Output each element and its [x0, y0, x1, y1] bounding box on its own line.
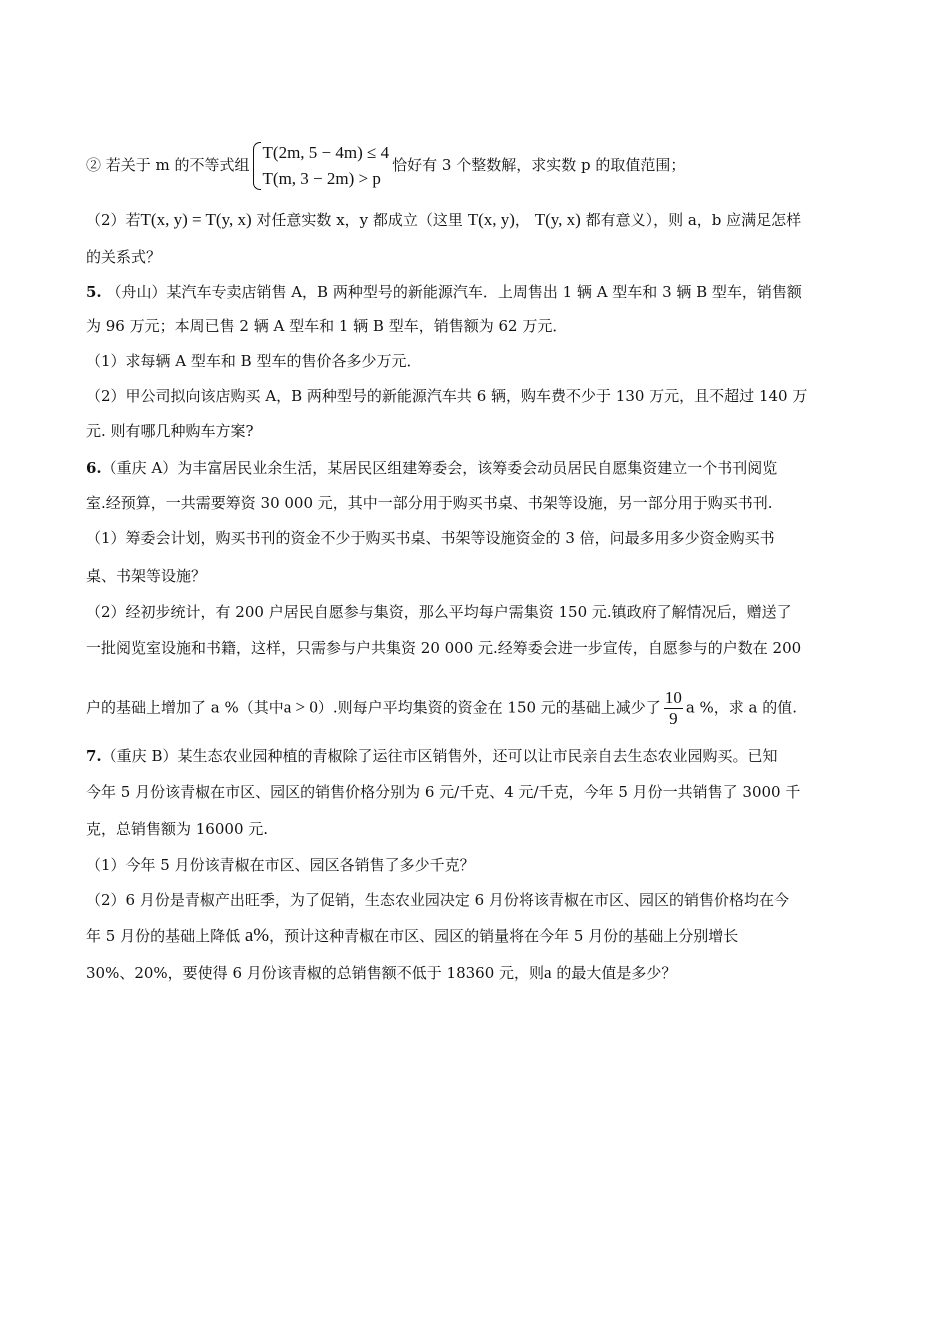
line-16 — [86, 745, 777, 767]
line-12 — [86, 565, 206, 587]
inequality-system — [253, 140, 390, 192]
text: ，预计这种青椒在市区、园区的销量将在今年 5 月份的基础上分别增长 — [269, 927, 739, 945]
line-14 — [86, 637, 801, 659]
text: 都有意义），则 a，b 应满足怎样 — [585, 211, 802, 229]
system-row-2: T(m, 3 − 2m) > p — [262, 169, 381, 188]
text: （2）甲公司拟向该店购买 A，B 两种型号的新能源汽车共 6 辆，购车费不少于 130 万元，且不超过 140 万 — [86, 387, 808, 405]
text: （1）今年 5 月份该青椒在市区、园区各销售了多少千克？ — [86, 856, 475, 874]
brace-icon — [253, 142, 261, 190]
question-number: 5. — [86, 283, 102, 301]
question-number: 7. — [86, 747, 102, 765]
text: a %，求 a 的值. — [685, 698, 798, 717]
line-18 — [86, 818, 268, 840]
line-inequality-system — [86, 140, 685, 192]
line-17 — [86, 781, 800, 803]
line-9 — [86, 457, 777, 479]
question-number: 6. — [86, 459, 102, 477]
line-7 — [86, 385, 807, 407]
math-expr: T(x, y) — [467, 210, 515, 229]
line-10 — [86, 492, 773, 514]
math-expr: T(x, y) = T(y, x) — [140, 210, 252, 229]
text: ， — [514, 211, 530, 229]
fraction — [664, 688, 683, 729]
text: 的最大值是多少？ — [556, 964, 677, 982]
text: 30%、20%，要使得 6 月份该青椒的总销售额不低于 18360 元，则 — [86, 964, 545, 982]
line-15 — [86, 688, 797, 729]
text: （2）6 月份是青椒产出旺季，为了促销，生态农业园决定 6 月份将该青椒在市区、园区的销售价格均在今 — [86, 891, 789, 909]
math-expr: a > 0 — [283, 697, 318, 717]
text: 年 5 月份的基础上降低 — [86, 927, 241, 945]
text: 一批阅览室设施和书籍，这样，只需参与户共集资 20 000 元.经筹委会进一步宣传，自愿参与的户数在 200 — [86, 639, 802, 657]
text: 室.经预算，一共需要筹资 30 000 元，其中一部分用于购买书桌、书架等设施，另一部分用于购买书刊. — [86, 494, 773, 512]
line-22 — [86, 962, 676, 984]
text: 户的基础上增加了 a %（其中 — [86, 698, 284, 717]
math-expr: a% — [244, 925, 270, 946]
text: 今年 5 月份该青椒在市区、园区的销售价格分别为 6 元/千克、4 元/千克，今年 5 月份一共销售了 3000 千 — [86, 783, 801, 801]
line-21 — [86, 925, 738, 947]
line-3 — [86, 246, 161, 268]
text: ）.则每户平均集资的资金在 150 元的基础上减少了 — [317, 698, 661, 717]
line-5 — [86, 315, 567, 337]
math-expr: a — [544, 963, 552, 982]
line-13 — [86, 601, 792, 623]
text: 桌、书架等设施？ — [86, 567, 207, 585]
text: （重庆 A）为丰富居民业余生活，某居民区组建筹委会，该筹委会动员居民自愿集资建立一个书刊阅览 — [101, 459, 778, 477]
text: （1）求每辆 A 型车和 B 型车的售价各多少万元． — [86, 352, 422, 370]
text: 为 96 万元；本周已售 2 辆 A 型车和 1 辆 B 型车，销售额为 62 万元． — [86, 317, 568, 335]
text: （2）若 — [86, 211, 141, 229]
line-4 — [86, 281, 802, 303]
text: 克，总销售额为 16000 元. — [86, 820, 269, 838]
text: 对任意实数 x，y 都成立（这里 — [256, 211, 463, 229]
text: 元. 则有哪几种购车方案? — [86, 422, 254, 440]
text: （1）筹委会计划，购买书刊的资金不少于购买书桌、书架等设施资金的 3 倍，问最多用多少资金购买书 — [86, 529, 775, 547]
math-expr: T(y, x) — [534, 210, 581, 229]
fraction-denominator: 9 — [669, 709, 678, 728]
text: 恰好有 3 个整数解，求实数 p 的取值范围； — [392, 156, 686, 174]
text: （2）经初步统计，有 200 户居民自愿参与集资，那么平均每户需集资 150 元.镇政府了解情况后，赠送了 — [86, 603, 792, 621]
line-19 — [86, 854, 475, 876]
text: 的关系式？ — [86, 248, 162, 266]
line-6 — [86, 350, 421, 372]
text: （重庆 B）某生态农业园种植的青椒除了运往市区销售外，还可以让市民亲自去生态农业园购买。已知 — [101, 747, 778, 765]
line-11 — [86, 527, 775, 549]
text: ② 若关于 m 的不等式组 — [86, 156, 250, 174]
text: （舟山）某汽车专卖店销售 A，B 两种型号的新能源汽车．上周售出 1 辆 A 型车和 3 辆 B 型车，销售额 — [106, 283, 802, 301]
line-20 — [86, 889, 789, 911]
system-row-1: T(2m, 5 − 4m) ≤ 4 — [262, 143, 390, 162]
line-2 — [86, 209, 801, 231]
fraction-numerator: 10 — [664, 688, 682, 707]
line-8 — [86, 420, 254, 442]
